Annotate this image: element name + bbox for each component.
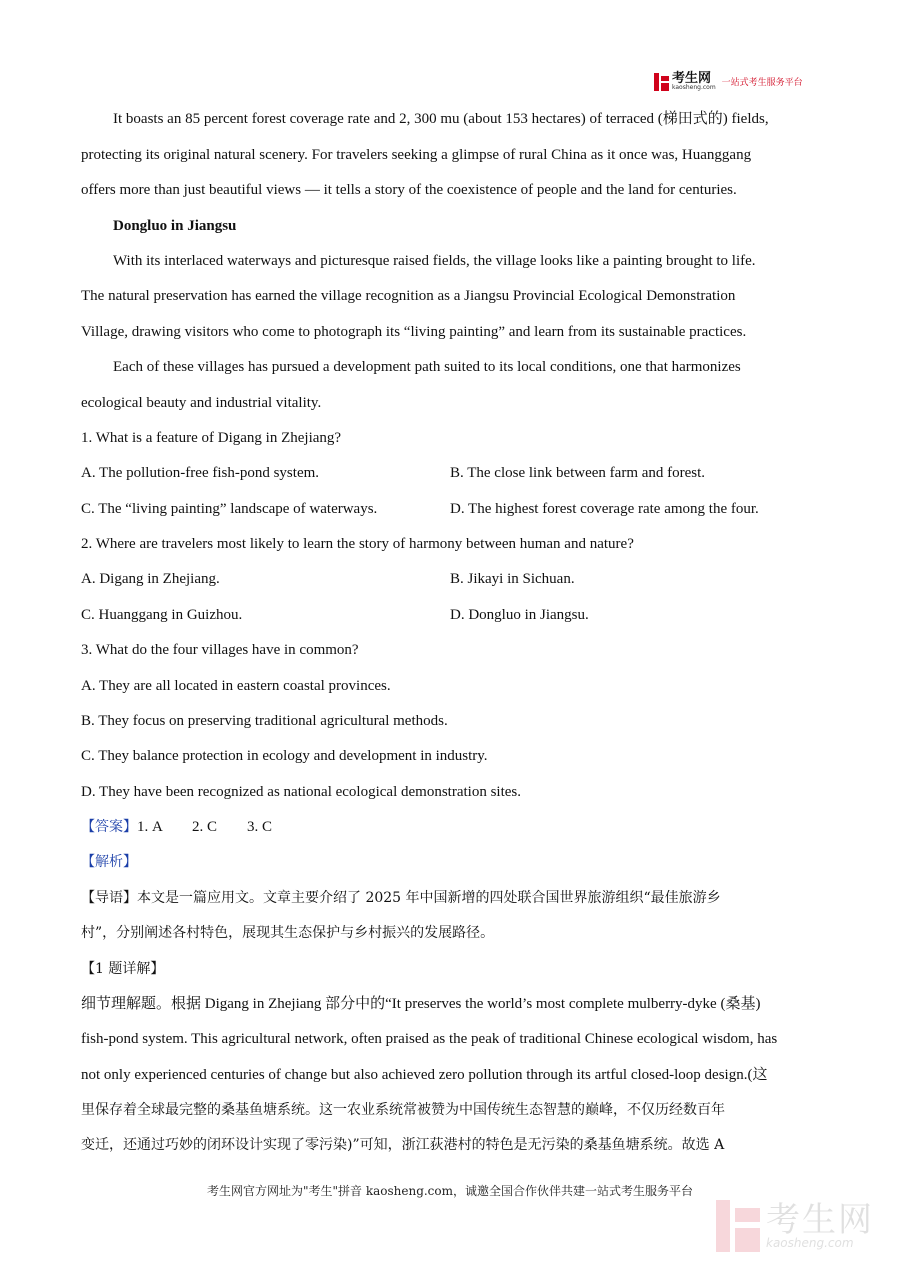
passage-p2-line: With its interlaced waterways and picturesque raised fields, the village looks like a painting brought to life.: [113, 253, 756, 269]
passage-p2-line: Village, drawing visitors who come to photograph its “living painting” and learn from its sustainable practices.: [81, 324, 747, 340]
watermark-url: kaosheng.com: [766, 1236, 854, 1250]
logo-url: kaosheng.com: [672, 84, 716, 91]
page-footer: 考生网官方网址为"考生"拼音 kaosheng.com，诚邀全国合作伙伴共建一站式考生服务平台: [206, 1184, 694, 1198]
passage-p1-line: offers more than just beautiful views — it tells a story of the coexistence of people and the land for centuries.: [81, 182, 737, 198]
kaosheng-logo-icon: [654, 73, 669, 91]
passage-p1-line: protecting its original natural scenery. For travelers seeking a glimpse of rural China as it once was, Huanggang: [81, 147, 752, 163]
section-heading: Dongluo in Jiangsu: [113, 218, 237, 234]
watermark: [716, 1200, 874, 1252]
question-2-option-d: D. Dongluo in Jiangsu.: [450, 607, 589, 623]
question-3-option-a: A. They are all located in eastern coastal provinces.: [81, 678, 391, 694]
passage-p1-line: It boasts an 85 percent forest coverage rate and 2, 300 mu (about 153 hectares) of terraced (梯田式的) fields,: [113, 111, 769, 127]
question-2-stem: 2. Where are travelers most likely to learn the story of harmony between human and nature?: [81, 536, 634, 552]
question-3-option-d: D. They have been recognized as national ecological demonstration sites.: [81, 784, 521, 800]
question-2-option-b: B. Jikayi in Sichuan.: [450, 571, 575, 587]
question-2-option-c: C. Huanggang in Guizhou.: [81, 607, 243, 623]
q1-detail-label: 【1 题详解】: [81, 961, 165, 977]
question-1-option-b: B. The close link between farm and forest.: [450, 465, 706, 481]
logo-name: 考生网: [672, 71, 712, 86]
guide-text: 本文是一篇应用文。文章主要介绍了 2025 年中国新增的四处联合国世界旅游组织“最佳旅游乡: [137, 890, 721, 906]
passage-p3-line: ecological beauty and industrial vitality.: [81, 395, 322, 411]
logo-slogan: 一站式考生服务平台: [721, 78, 803, 88]
answer-values: 1. A 2. C 3. C: [137, 819, 273, 835]
passage-p2-line: The natural preservation has earned the village recognition as a Jiangsu Provincial Ecological Demonstration: [81, 288, 736, 304]
question-3-stem: 3. What do the four villages have in common?: [81, 642, 359, 658]
answer-line: [81, 817, 272, 837]
question-1-option-d: D. The highest forest coverage rate among the four.: [450, 501, 759, 517]
q1-detail-line: fish-pond system. This agricultural network, often praised as the peak of traditional Chinese ecological wisdom, has: [81, 1031, 778, 1047]
watermark-name: 考生网: [766, 1200, 874, 1240]
q1-detail-line: 细节理解题。根据 Digang in Zhejiang 部分中的“It preserves the world’s most complete mulberry-dyke (桑基): [81, 996, 761, 1012]
passage-p3-line: Each of these villages has pursued a development path suited to its local conditions, one that harmonizes: [113, 359, 741, 375]
answer-label: 【答案】: [81, 819, 137, 835]
question-1-option-c: C. The “living painting” landscape of waterways.: [81, 501, 378, 517]
guide-line: 村”，分别阐述各村特色，展现其生态保护与乡村振兴的发展路径。: [81, 925, 495, 941]
analysis-label: 【解析】: [81, 854, 137, 870]
q1-detail-line: 里保存着全球最完整的桑基鱼塘系统。这一农业系统常被赞为中国传统生态智慧的巅峰，不仅历经数百年: [81, 1102, 725, 1118]
q1-detail-line: not only experienced centuries of change but also achieved zero pollution through its artful closed-loop design.(这: [81, 1067, 768, 1083]
question-3-option-b: B. They focus on preserving traditional agricultural methods.: [81, 713, 448, 729]
question-1-option-a: A. The pollution-free fish-pond system.: [81, 465, 320, 481]
header-logo: [654, 72, 803, 91]
watermark-logo-icon: [716, 1200, 760, 1252]
guide-line: [81, 888, 721, 908]
question-2-option-a: A. Digang in Zhejiang.: [81, 571, 220, 587]
guide-label: 【导语】: [81, 890, 137, 906]
question-1-stem: 1. What is a feature of Digang in Zhejiang?: [81, 430, 342, 446]
question-3-option-c: C. They balance protection in ecology and development in industry.: [81, 748, 488, 764]
q1-detail-line: 变迁，还通过巧妙的闭环设计实现了零污染)”可知，浙江荻港村的特色是无污染的桑基鱼塘系统。故选 A: [81, 1137, 725, 1153]
